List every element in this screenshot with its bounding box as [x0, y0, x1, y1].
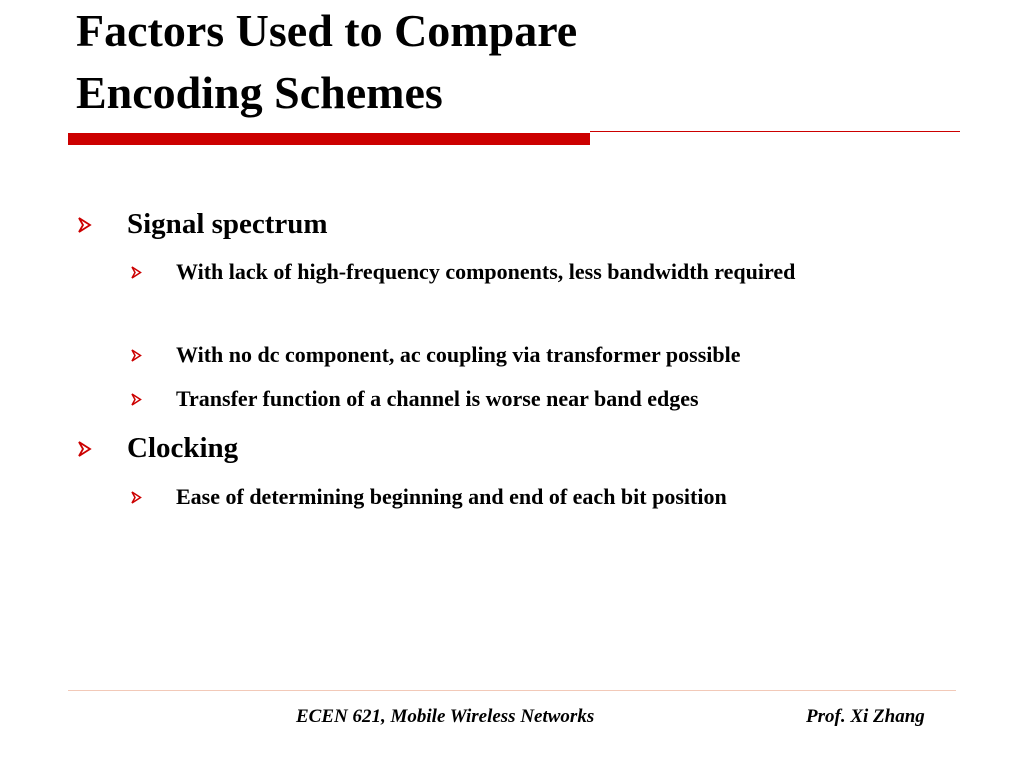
- footer-divider: [68, 690, 956, 691]
- bullet-signal-spectrum: [127, 207, 328, 241]
- bullet-clocking: [127, 431, 238, 465]
- footer-course: ECEN 621, Mobile Wireless Networks: [296, 706, 595, 727]
- slide-title-line-1: Factors Used to Compare: [76, 5, 578, 56]
- bullet-text: Signal spectrum: [127, 208, 328, 240]
- footer-author: Prof. Xi Zhang: [806, 706, 925, 727]
- sub-bullet-arrow-icon: [131, 349, 142, 362]
- sub-bullet-arrow-icon: [131, 266, 142, 279]
- bullet-arrow-icon: [78, 441, 92, 457]
- sub-bullet-bit-position: Ease of determining beginning and end of each bit position: [176, 484, 727, 509]
- sub-bullet-high-frequency: With lack of high-frequency components, less bandwidth required: [176, 259, 796, 284]
- bullet-arrow-icon: [78, 217, 92, 233]
- slide-title-line-2: Encoding Schemes: [76, 67, 443, 118]
- sub-bullet-arrow-icon: [131, 393, 142, 406]
- sub-bullet-dc-component: With no dc component, ac coupling via transformer possible: [176, 342, 741, 367]
- bullet-text: Clocking: [127, 432, 239, 464]
- sub-bullet-arrow-icon: [131, 491, 142, 504]
- sub-bullet-transfer-function: Transfer function of a channel is worse near band edges: [176, 386, 699, 411]
